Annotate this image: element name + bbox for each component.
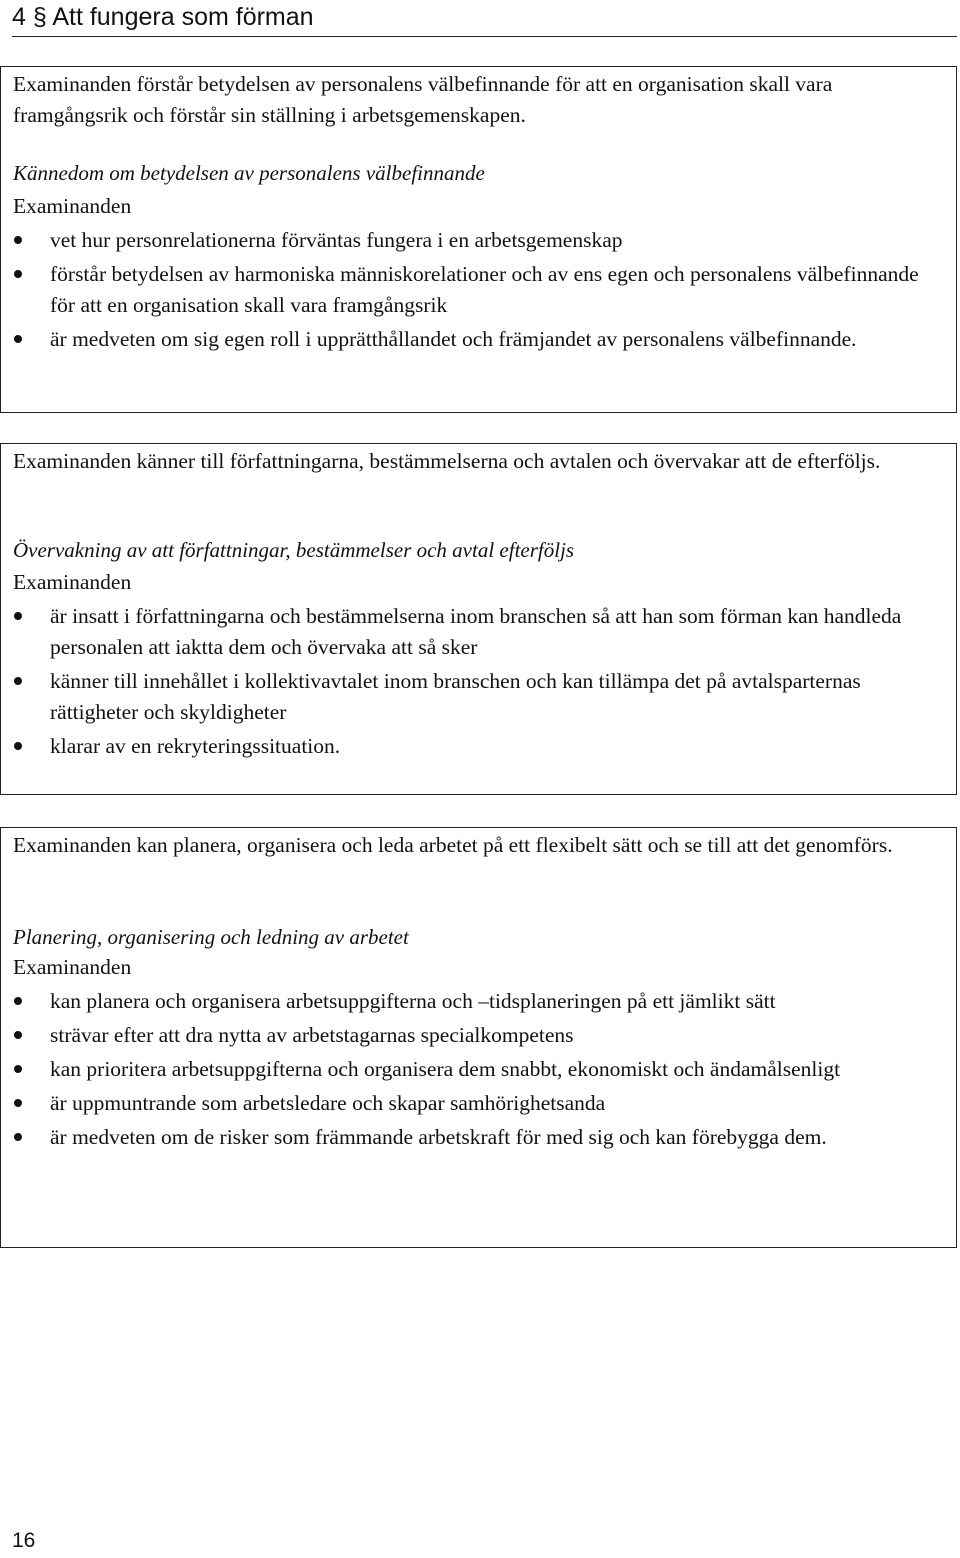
examinee-label: Examinanden [13, 194, 132, 218]
competence-section-regulations [0, 443, 957, 795]
criteria-item [14, 986, 946, 1017]
criteria-item [14, 225, 946, 256]
bullet-icon [14, 742, 22, 750]
bullet-icon [14, 236, 22, 244]
criteria-list [14, 601, 946, 765]
bullet-icon [14, 677, 22, 685]
criteria-item [14, 731, 946, 762]
page-title: 4 § Att fungera som förman [12, 0, 957, 37]
criteria-item [14, 1088, 946, 1119]
section-subheading: Övervakning av att författningar, bestämmelser och avtal efterföljs [13, 538, 575, 562]
criteria-item [14, 1054, 946, 1085]
page-number: 16 [12, 1529, 36, 1552]
section-subheading: Planering, organisering och ledning av arbetet [13, 925, 409, 949]
competence-section-planning [0, 827, 957, 1248]
section-objective: Examinanden förstår betydelsen av personalens välbefinnande för att en organisation skall vara framgångsrik och förstår sin ställning i arbetsgemenskapen. [13, 72, 833, 127]
criteria-text: är uppmuntrande som arbetsledare och skapar samhörighetsanda [50, 1091, 606, 1115]
criteria-item [14, 1020, 946, 1051]
criteria-text: kan planera och organisera arbetsuppgifterna och –tidsplaneringen på ett jämlikt sätt [50, 989, 776, 1013]
criteria-text: vet hur personrelationerna förväntas fungera i en arbetsgemenskap [50, 228, 623, 252]
criteria-text: klarar av en rekryteringssituation. [50, 734, 341, 758]
criteria-item [14, 601, 946, 663]
criteria-text: är medveten om sig egen roll i upprätthållandet och främjandet av personalens välbefinnande. [50, 327, 857, 351]
section-objective: Examinanden känner till författningarna, bestämmelserna och avtalen och övervakar att de efterföljs. [13, 449, 881, 473]
criteria-list [14, 225, 946, 358]
examinee-label: Examinanden [13, 570, 132, 594]
criteria-text: är insatt i författningarna och bestämmelserna inom branschen så att han som förman kan handleda personalen att iaktta dem och övervaka att så sker [50, 604, 902, 659]
bullet-icon [14, 997, 22, 1005]
criteria-list [14, 986, 946, 1156]
competence-section-wellbeing [0, 66, 957, 413]
bullet-icon [14, 1133, 22, 1141]
criteria-item [14, 259, 946, 321]
examinee-label: Examinanden [13, 955, 132, 979]
bullet-icon [14, 335, 22, 343]
bullet-icon [14, 612, 22, 620]
criteria-text: känner till innehållet i kollektivavtalet inom branschen och kan tillämpa det på avtalsparternas rättigheter och skyldigheter [50, 669, 861, 724]
criteria-item [14, 324, 946, 355]
criteria-text: förstår betydelsen av harmoniska människorelationer och av ens egen och personalens välbefinnande för att en organisation skall vara framgångsrik [50, 262, 919, 317]
criteria-item [14, 1122, 946, 1153]
criteria-text: är medveten om de risker som främmande arbetskraft för med sig och kan förebygga dem. [50, 1125, 827, 1149]
bullet-icon [14, 1065, 22, 1073]
bullet-icon [14, 270, 22, 278]
criteria-text: strävar efter att dra nytta av arbetstagarnas specialkompetens [50, 1023, 574, 1047]
criteria-text: kan prioritera arbetsuppgifterna och organisera dem snabbt, ekonomiskt och ändamålsenligt [50, 1057, 841, 1081]
bullet-icon [14, 1031, 22, 1039]
section-subheading: Kännedom om betydelsen av personalens välbefinnande [13, 161, 485, 185]
criteria-item [14, 666, 946, 728]
section-objective: Examinanden kan planera, organisera och leda arbetet på ett flexibelt sätt och se till att det genomförs. [13, 833, 893, 857]
bullet-icon [14, 1099, 22, 1107]
